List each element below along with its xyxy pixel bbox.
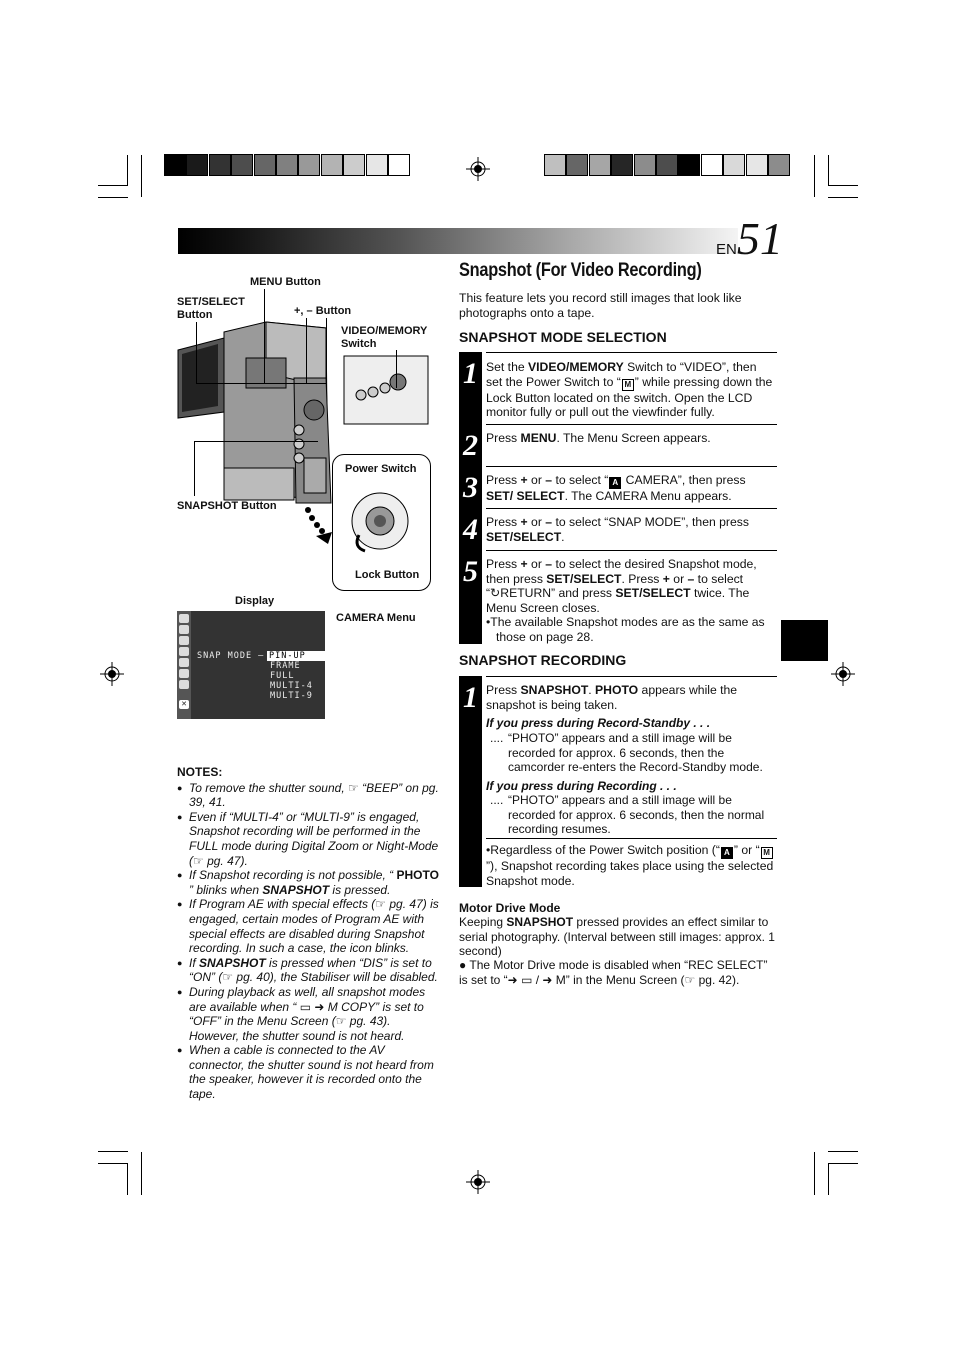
camera-menu-screen [177, 611, 325, 719]
note-item: ● When a cable is connected to the AV connector, the shutter sound is not heard from the speaker, however it is recorded onto the tape. [177, 1043, 439, 1101]
display-label: Display [235, 595, 275, 607]
menu-icon [179, 614, 189, 623]
menu-icon [179, 647, 189, 656]
crop-mark [127, 155, 128, 186]
intro-text: This feature lets you record still images that look like photographs onto a tape. [459, 291, 742, 320]
motor-bullet: ● The Motor Drive mode is disabled when “REC SELECT” is set to “➜ ▭ / ➜ M” in the Menu Screen (☞ pg. 42). [459, 958, 768, 987]
color-swatch [723, 154, 745, 176]
notes-list [177, 781, 439, 1102]
crop-mark [828, 155, 829, 186]
divider [486, 352, 777, 353]
menu-option: MULTI-4 [270, 681, 313, 691]
crop-mark [828, 1151, 858, 1152]
header-gradient-bar [178, 228, 738, 254]
color-swatch [566, 154, 588, 176]
color-swatch [209, 154, 231, 176]
case-title: If you press during Record-Standby . . . [486, 716, 711, 730]
motor-text: Keeping SNAPSHOT pressed provides an effect similar to serial photography. (Interval between still images: approx. 1 second) [459, 915, 775, 959]
crop-mark [98, 197, 128, 198]
notes-block [177, 765, 439, 1102]
menu-icon [179, 658, 189, 667]
close-icon: ✕ [179, 700, 189, 709]
menu-option-selected: PIN-UP [267, 651, 325, 661]
color-swatch [634, 154, 656, 176]
color-swatch [656, 154, 678, 176]
registration-target-icon [466, 1170, 490, 1194]
divider [486, 424, 777, 425]
power-dial-icon [345, 483, 415, 553]
crop-mark [828, 197, 858, 198]
case-text: “PHOTO” appears and a still image will be recorded for approx. 6 seconds, then the camcorder re-enters the Record-Standby mode. [508, 731, 763, 775]
note-item: ● If Snapshot recording is not possible, “ PHOTO ” blinks when SNAPSHOT is pressed. [177, 868, 439, 897]
section-heading-recording: SNAPSHOT RECORDING [459, 652, 627, 668]
registration-target-icon [466, 157, 490, 181]
step-4-text: Press + or – to select “SNAP MODE”, then press SET/SELECT. [486, 515, 749, 544]
set-select-label: SET/SELECT Button [177, 296, 245, 321]
crop-mark [98, 185, 128, 186]
color-swatch [276, 154, 298, 176]
crop-mark [141, 1152, 142, 1195]
crop-mark [127, 1163, 128, 1195]
step-number: 1 [463, 357, 478, 390]
color-swatch [611, 154, 633, 176]
leader-line [396, 350, 397, 388]
color-swatch [343, 154, 365, 176]
color-swatch [366, 154, 388, 176]
crop-mark [828, 185, 858, 186]
video-memory-label: VIDEO/MEMORY Switch [341, 325, 428, 350]
note-item: ● If Program AE with special effects (☞ pg. 47) is engaged, certain modes of Program AE with special effects are disabled during Snapshot recording. In such a case, the icon blinks. [177, 897, 439, 955]
power-switch-label: Power Switch [345, 463, 417, 475]
lock-button-label: Lock Button [355, 569, 420, 581]
snap-mode-label: SNAP MODE – [197, 651, 265, 661]
menu-option: FRAME [270, 661, 301, 671]
page-title: Snapshot (For Video Recording) [459, 260, 702, 281]
color-swatch [701, 154, 723, 176]
color-swatch [298, 154, 320, 176]
step-number: 1 [463, 681, 478, 714]
snapshot-bullet: •Regardless of the Power Switch position (“ A ” or “ M”), Snapshot recording takes place using the selected Snapshot mode. [486, 843, 774, 888]
section-heading-mode: SNAPSHOT MODE SELECTION [459, 329, 667, 345]
ellipsis: .... [490, 731, 504, 745]
step-number: 2 [463, 429, 478, 462]
color-swatch [321, 154, 343, 176]
leader-line [196, 322, 197, 384]
page-lang: EN [716, 241, 737, 258]
menu-icon-column [177, 611, 191, 719]
color-swatch [746, 154, 768, 176]
crop-mark [98, 1163, 128, 1164]
color-swatch [231, 154, 253, 176]
ellipsis: .... [490, 793, 504, 807]
menu-icon [179, 625, 189, 634]
note-item: ● To remove the shutter sound, ☞ “BEEP” on pg. 39, 41. [177, 781, 439, 810]
registration-target-icon [831, 662, 855, 686]
motor-heading: Motor Drive Mode [459, 901, 561, 915]
color-swatch [164, 154, 186, 176]
crop-mark [814, 1152, 815, 1195]
crop-mark [98, 1151, 128, 1152]
camera-menu-label: CAMERA Menu [336, 612, 416, 624]
divider [486, 676, 777, 677]
page-number: EN51 [716, 213, 783, 264]
registration-target-icon [100, 662, 124, 686]
snapshot-button-label: SNAPSHOT Button [177, 500, 277, 512]
note-item: ● During playback as well, all snapshot modes are available when “ ▭ ➜ M COPY” is set to “OFF” in the Menu Screen (☞ pg. 43). However, the shutter sound is not heard. [177, 985, 439, 1043]
step-2-text: Press MENU. The Menu Screen appears. [486, 431, 711, 445]
color-swatch [186, 154, 208, 176]
step-number: 3 [463, 471, 478, 504]
step-3-text: Press + or – to select “ A CAMERA”, then press SET/ SELECT. The CAMERA Menu appears. [486, 473, 746, 503]
menu-button-label: MENU Button [250, 276, 321, 288]
leader-line [194, 441, 195, 496]
crop-mark [141, 155, 142, 197]
color-swatch [678, 154, 700, 176]
step-5-text: Press + or – to select the desired Snapshot mode, then press SET/SELECT. Press + or – to select “↻RETURN” and press SET/SELECT twice. The Menu Screen closes. •The available Snapshot modes are as the same as those on page 28. [486, 557, 765, 644]
crop-mark [828, 1163, 858, 1164]
leader-line [306, 318, 307, 384]
crop-mark [828, 1163, 829, 1195]
section-tab [781, 620, 828, 661]
step-number: 5 [463, 555, 478, 588]
color-swatch [544, 154, 566, 176]
notes-heading: NOTES: [177, 765, 223, 779]
divider [486, 508, 777, 509]
case-text: “PHOTO” appears and a still image will be recorded for approx. 6 seconds, then the normal recording resumes. [508, 793, 765, 837]
leader-line [326, 318, 327, 384]
note-item: ● Even if “MULTI-4” or “MULTI-9” is engaged, Snapshot recording will be performed in the FULL mode during Digital Zoom or Night-Mode (☞ pg. 47). [177, 810, 439, 868]
color-swatch [768, 154, 790, 176]
divider [486, 466, 777, 467]
crop-mark [814, 155, 815, 197]
step-number: 4 [463, 513, 478, 546]
divider [486, 838, 777, 839]
menu-option: MULTI-9 [270, 691, 313, 701]
menu-icon [179, 669, 189, 678]
leader-line [194, 441, 318, 442]
plus-minus-label: +, – Button [294, 305, 352, 317]
menu-option: FULL [270, 671, 295, 681]
case-title: If you press during Recording . . . [486, 779, 677, 793]
color-swatch [388, 154, 410, 176]
step-1-text: Set the VIDEO/MEMORY Switch to “VIDEO”, then set the Power Switch to “ M ” while pressing down the Lock Button located on the switch. Open the LCD monitor fully or pull out the viewfinder fully. [486, 360, 773, 420]
note-item: ● If SNAPSHOT is pressed when “DIS” is set to “ON” (☞ pg. 40), the Stabiliser will be disabled. [177, 956, 439, 985]
color-swatch [254, 154, 276, 176]
menu-icon [179, 680, 189, 689]
snapshot-step-text: Press SNAPSHOT. PHOTO appears while the snapshot is being taken. [486, 683, 738, 712]
color-swatch [589, 154, 611, 176]
leader-line [264, 289, 265, 384]
divider [486, 550, 777, 551]
menu-icon [179, 636, 189, 645]
